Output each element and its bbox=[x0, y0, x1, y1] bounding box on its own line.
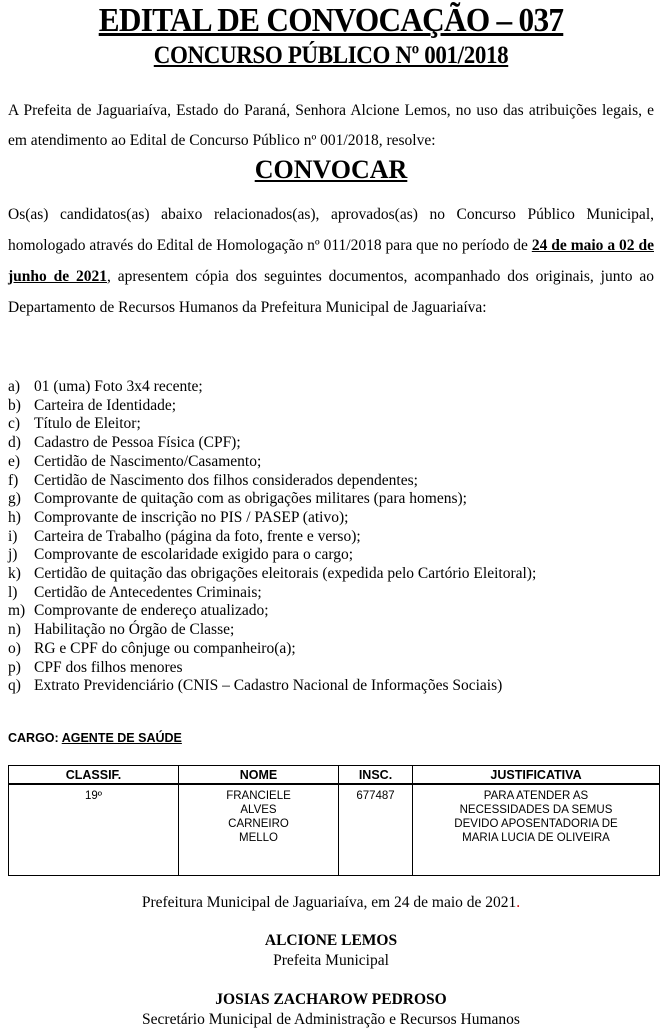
signer-1-role: Prefeita Municipal bbox=[273, 952, 389, 969]
intro-paragraph: A Prefeita de Jaguariaíva, Estado do Paraná, Senhora Alcione Lemos, no uso das atribuições legais, e em atendimento ao Edital de Concurso Público nº 001/2018, resolve: bbox=[8, 102, 654, 149]
document-item bbox=[8, 565, 536, 584]
document-item bbox=[8, 621, 536, 640]
document-item bbox=[8, 546, 536, 565]
item-key: p) bbox=[8, 658, 21, 676]
document-item bbox=[8, 472, 536, 491]
item-text: Carteira de Identidade; bbox=[34, 396, 177, 414]
document-item bbox=[8, 490, 536, 509]
header-justificativa: JUSTIFICATIVA bbox=[413, 766, 660, 785]
signer-2-role: Secretário Municipal de Administração e Recursos Humanos bbox=[142, 1011, 520, 1028]
item-key: f) bbox=[8, 471, 19, 489]
item-text: Certidão de quitação das obrigações eleitorais (expedida pelo Cartório Eleitoral); bbox=[34, 565, 537, 583]
item-text: Comprovante de escolaridade exigido para o cargo; bbox=[34, 546, 354, 564]
body-text: , apresentem cópia dos seguintes documentos, acompanhado dos originais, junto ao Departamento de Recursos Humanos da Prefeitura Municipal de Jaguariaíva: bbox=[8, 268, 654, 316]
item-text: Comprovante de quitação com as obrigações militares (para homens); bbox=[34, 490, 467, 508]
item-text: CPF dos filhos menores bbox=[34, 658, 183, 676]
item-text: Certidão de Nascimento/Casamento; bbox=[34, 452, 262, 470]
closing-line bbox=[0, 894, 662, 912]
body-text: Os(as) candidatos(as) abaixo relacionados(as), aprovados(as) no Concurso Público Municipal, homologado através do Edital de Homologação nº 011/2018 para que no período de bbox=[8, 206, 654, 254]
item-key: e) bbox=[8, 452, 21, 470]
item-key: q) bbox=[8, 677, 21, 695]
cell-justificativa: PARA ATENDER AS NECESSIDADES DA SEMUS DEVIDO APOSENTADORIA DE MARIA LUCIA DE OLIVEIRA bbox=[413, 784, 660, 876]
document-item bbox=[8, 584, 536, 603]
cell-classif: 19º bbox=[9, 784, 179, 876]
header-nome: NOME bbox=[179, 766, 339, 785]
closing-period: . bbox=[516, 894, 521, 911]
item-key: n) bbox=[8, 621, 21, 639]
candidates-table bbox=[8, 765, 660, 876]
item-key: g) bbox=[8, 490, 21, 508]
signer-1-name: ALCIONE LEMOS bbox=[264, 932, 398, 949]
cell-nome: FRANCIELE ALVES CARNEIRO MELLO bbox=[179, 784, 339, 876]
item-text: Habilitação no Órgão de Classe; bbox=[34, 621, 235, 639]
item-key: m) bbox=[8, 602, 26, 620]
document-item bbox=[8, 528, 536, 547]
body-paragraph bbox=[8, 199, 654, 323]
place-date: Prefeitura Municipal de Jaguariaíva, em 24 de maio de 2021 bbox=[141, 894, 517, 911]
item-key: k) bbox=[8, 565, 21, 583]
document-item bbox=[8, 397, 536, 416]
item-text: 01 (uma) Foto 3x4 recente; bbox=[34, 378, 203, 395]
document-subtitle: CONCURSO PÚBLICO Nº 001/2018 bbox=[153, 42, 509, 69]
document-item bbox=[8, 602, 536, 621]
item-key: c) bbox=[8, 415, 21, 433]
table-row bbox=[9, 784, 660, 876]
document-title: EDITAL DE CONVOCAÇÃO – 037 bbox=[98, 2, 564, 39]
cargo-prefix: CARGO: bbox=[8, 731, 62, 745]
table-header-row bbox=[9, 766, 660, 785]
cell-insc: 677487 bbox=[339, 784, 413, 876]
item-text: Título de Eleitor; bbox=[34, 415, 141, 433]
item-key: o) bbox=[8, 639, 21, 657]
item-key: a) bbox=[8, 378, 21, 395]
document-item bbox=[8, 378, 536, 397]
item-key: j) bbox=[8, 546, 18, 564]
header-insc: INSC. bbox=[339, 766, 413, 785]
item-key: b) bbox=[8, 396, 21, 414]
item-text: Comprovante de endereço atualizado; bbox=[34, 602, 269, 620]
period-highlight: 24 de maio a 02 de junho de 2021 bbox=[8, 237, 654, 285]
item-key: l) bbox=[8, 583, 18, 601]
item-text: Certidão de Nascimento dos filhos considerados dependentes; bbox=[34, 471, 418, 489]
document-item bbox=[8, 677, 536, 696]
item-text: Certidão de Antecedentes Criminais; bbox=[34, 583, 262, 601]
item-text: Extrato Previdenciário (CNIS – Cadastro Nacional de Informações Sociais) bbox=[34, 677, 503, 695]
document-item bbox=[8, 453, 536, 472]
item-key: i) bbox=[8, 527, 18, 545]
document-item bbox=[8, 509, 536, 528]
item-text: Cadastro de Pessoa Física (CPF); bbox=[34, 434, 241, 452]
document-item bbox=[8, 659, 536, 678]
cargo-label bbox=[8, 731, 182, 745]
convocar-heading: CONVOCAR bbox=[254, 155, 408, 184]
document-item bbox=[8, 415, 536, 434]
document-item bbox=[8, 640, 536, 659]
signer-2-name: JOSIAS ZACHAROW PEDROSO bbox=[215, 991, 447, 1008]
item-key: d) bbox=[8, 434, 21, 452]
item-text: Comprovante de inscrição no PIS / PASEP (ativo); bbox=[34, 508, 349, 526]
cargo-value: AGENTE DE SAÚDE bbox=[61, 731, 182, 745]
item-text: Carteira de Trabalho (página da foto, frente e verso); bbox=[34, 527, 361, 545]
header-classif: CLASSIF. bbox=[9, 766, 179, 785]
documents-list bbox=[8, 378, 536, 696]
item-text: RG e CPF do cônjuge ou companheiro(a); bbox=[34, 639, 296, 657]
document-item bbox=[8, 434, 536, 453]
item-key: h) bbox=[8, 508, 21, 526]
